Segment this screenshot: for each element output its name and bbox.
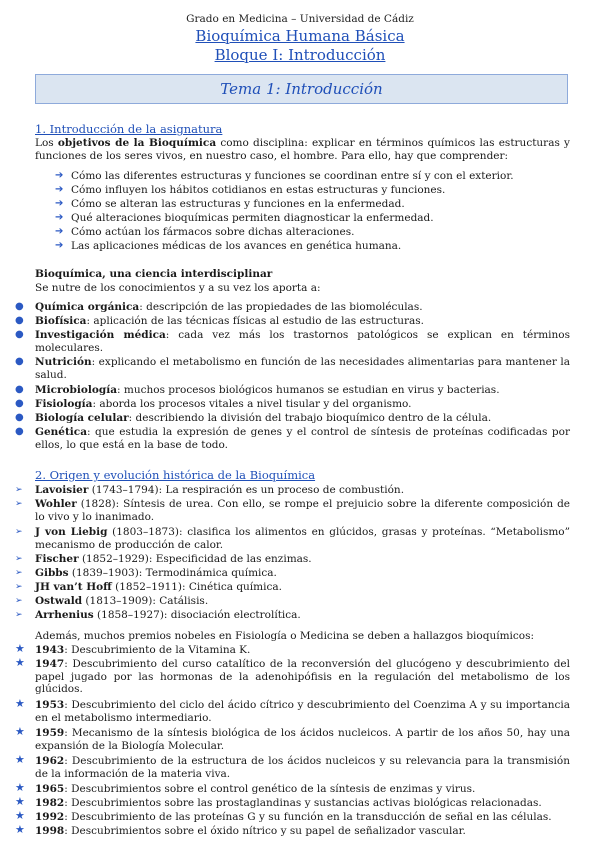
arrow-right-icon: ➔ xyxy=(55,212,64,223)
bullet-icon: ● xyxy=(15,412,24,423)
star-icon: ★ xyxy=(15,697,25,710)
bullet-icon: ● xyxy=(15,329,24,340)
course-label: Grado en Medicina – Universidad de Cádiz xyxy=(186,13,414,25)
block-title[interactable]: Bloque I: Introducción xyxy=(214,46,386,64)
interdisciplinary-text: Se nutre de los conocimientos y a su vez los aporta a: xyxy=(35,282,321,294)
subject-title[interactable]: Bioquímica Humana Básica xyxy=(195,27,405,45)
triangle-arrow-icon: ➢ xyxy=(15,527,23,537)
arrow-right-icon: ➔ xyxy=(55,198,64,209)
topic-banner: Tema 1: Introducción xyxy=(35,74,568,104)
bullet-icon: ● xyxy=(15,315,24,326)
triangle-arrow-icon: ➢ xyxy=(15,568,23,578)
section-2-heading[interactable]: 2. Origen y evolución histórica de la Bioquímica xyxy=(35,468,316,482)
triangle-arrow-icon: ➢ xyxy=(15,610,23,620)
star-icon: ★ xyxy=(15,809,25,822)
star-icon: ★ xyxy=(15,823,25,836)
arrow-right-icon: ➔ xyxy=(55,170,64,181)
section-1-intro: Los objetivos de la Bioquímica como disciplina: explicar en términos químicos las estructuras y funciones de los seres vivos, en nuestro caso, el hombre. Para ello, hay que comprender: xyxy=(35,137,570,162)
bullet-icon: ● xyxy=(15,301,24,312)
arrow-right-icon: ➔ xyxy=(55,226,64,237)
nobel-intro: Además, muchos premios nobeles en Fisiología o Medicina se deben a hallazgos bioquímicos: xyxy=(35,630,535,642)
star-icon: ★ xyxy=(15,795,25,808)
triangle-arrow-icon: ➢ xyxy=(15,499,23,509)
star-icon: ★ xyxy=(15,781,25,794)
interdisciplinary-title: Bioquímica, una ciencia interdisciplinar xyxy=(35,268,273,280)
arrow-right-icon: ➔ xyxy=(55,240,64,251)
arrow-right-icon: ➔ xyxy=(55,184,64,195)
bullet-icon: ● xyxy=(15,356,24,367)
document-page: Grado en Medicina – Universidad de Cádiz Bioquímica Humana Básica Bloque I: Introducción Tema 1: Introducción 1. Introducción de la asignatura Los objetivos de la Bioquímica como disciplina: explicar en términos químicos las estructuras y funciones de los seres vivos, en nuestro caso, el hombre. Para ello, hay que comprender: ➔ Cómo las diferentes estructuras y funciones se coordinan entre sí y con el exterior. ➔ Cómo influyen los hábitos cotidianos en estas estructuras y funciones. ➔ Cómo se alteran las estructuras y funciones en la enfermedad. ➔ Qué alteraciones bioquímicas permiten diagnosticar la enfermedad. ➔ Cómo actúan los fármacos sobre dichas alteraciones. ➔ Las aplicaciones médicas de los avances en genética humana. Bioquímica, una ciencia interdisciplinar Se nutre de los conocimientos y a su vez los aporta a: ● Química orgánica: descripción de las propiedades de las biomoléculas. ● Biofísica: aplicación de las técnicas físicas al estudio de las estructuras. ● Investigación médica: cada vez más los trastornos patológicos se explican en términos moleculares. ● Nutrición: explicando el metabolismo en función de las necesidades alimentarias para mantener la salud. ● Microbiología: muchos procesos biológicos humanos se estudian en virus y bacterias. ● Fisiología: aborda los procesos vitales a nivel tisular y del organismo. ● Biología celular: describiendo la división del trabajo bioquímico dentro de la célula. ● Genética: que estudia la expresión de genes y el control de síntesis de proteínas codificadas por ellos, lo que está en la base de todo. 2. Origen y evolución histórica de la Bioquímica ➢ Lavoisier (1743–1794): La respiración es un proceso de combustión. ➢ Wohler (1828): Síntesis de urea. Con ello, se rompe el prejuicio sobre la diferente composición de lo vivo y lo inanimado. ➢ J von Liebig (1803–1873): clasifica los alimentos en glúcidos, grasas y proteínas. “Metabolismo” mecanismo de producción de calor. ➢ Fischer (1852–1929): Especificidad de las enzimas. ➢ Gibbs (1839–1903): Termodinámica química. ➢ JH van’t Hoff (1852–1911): Cinética química. ➢ Ostwald (1813–1909): Catálisis. ➢ Arrhenius (1858–1927): disociación electrolítica. Además, muchos premios nobeles en Fisiología o Medicina se deben a hallazgos bioquímicos: ★ 1943: Descubrimiento de la Vitamina K. ★ 1947: Descubrimiento del curso catalítico de la reconversión del glucógeno y descubrimiento del papel jugado por las hormonas de la adenohipófisis en la regulación del metabolismo de los glúcidos. ★ 1953: Descubrimiento del ciclo del ácido cítrico y descubrimiento del Coenzima A y su importancia en el metabolismo intermediario. ★ 1959: Mecanismo de la síntesis biológica de los ácidos nucleicos. A partir de los años 50, hay una expansión de la Biología Molecular. ★ 1962: Descubrimiento de la estructura de los ácidos nucleicos y su relevancia para la transmisión de la información de la materia viva. ★ 1965: Descubrimientos sobre el control genético de la síntesis de enzimas y virus. ★ 1982: Descubrimientos sobre las prostaglandinas y sustancias activas biológicas relacionadas. ★ 1992: Descubrimiento de las proteínas G y su función en la transducción de señal en las células. ★ 1998: Descubrimientos sobre el óxido nítrico y su papel de señalizador vascular. xyxy=(0,0,600,848)
star-icon: ★ xyxy=(15,656,25,669)
star-icon: ★ xyxy=(15,753,25,766)
star-icon: ★ xyxy=(15,642,25,655)
bullet-icon: ● xyxy=(15,426,24,437)
triangle-arrow-icon: ➢ xyxy=(15,582,23,592)
section-1-heading[interactable]: 1. Introducción de la asignatura xyxy=(35,122,223,136)
triangle-arrow-icon: ➢ xyxy=(15,485,23,495)
bullet-icon: ● xyxy=(15,384,24,395)
triangle-arrow-icon: ➢ xyxy=(15,554,23,564)
star-icon: ★ xyxy=(15,725,25,738)
bullet-icon: ● xyxy=(15,398,24,409)
triangle-arrow-icon: ➢ xyxy=(15,596,23,606)
